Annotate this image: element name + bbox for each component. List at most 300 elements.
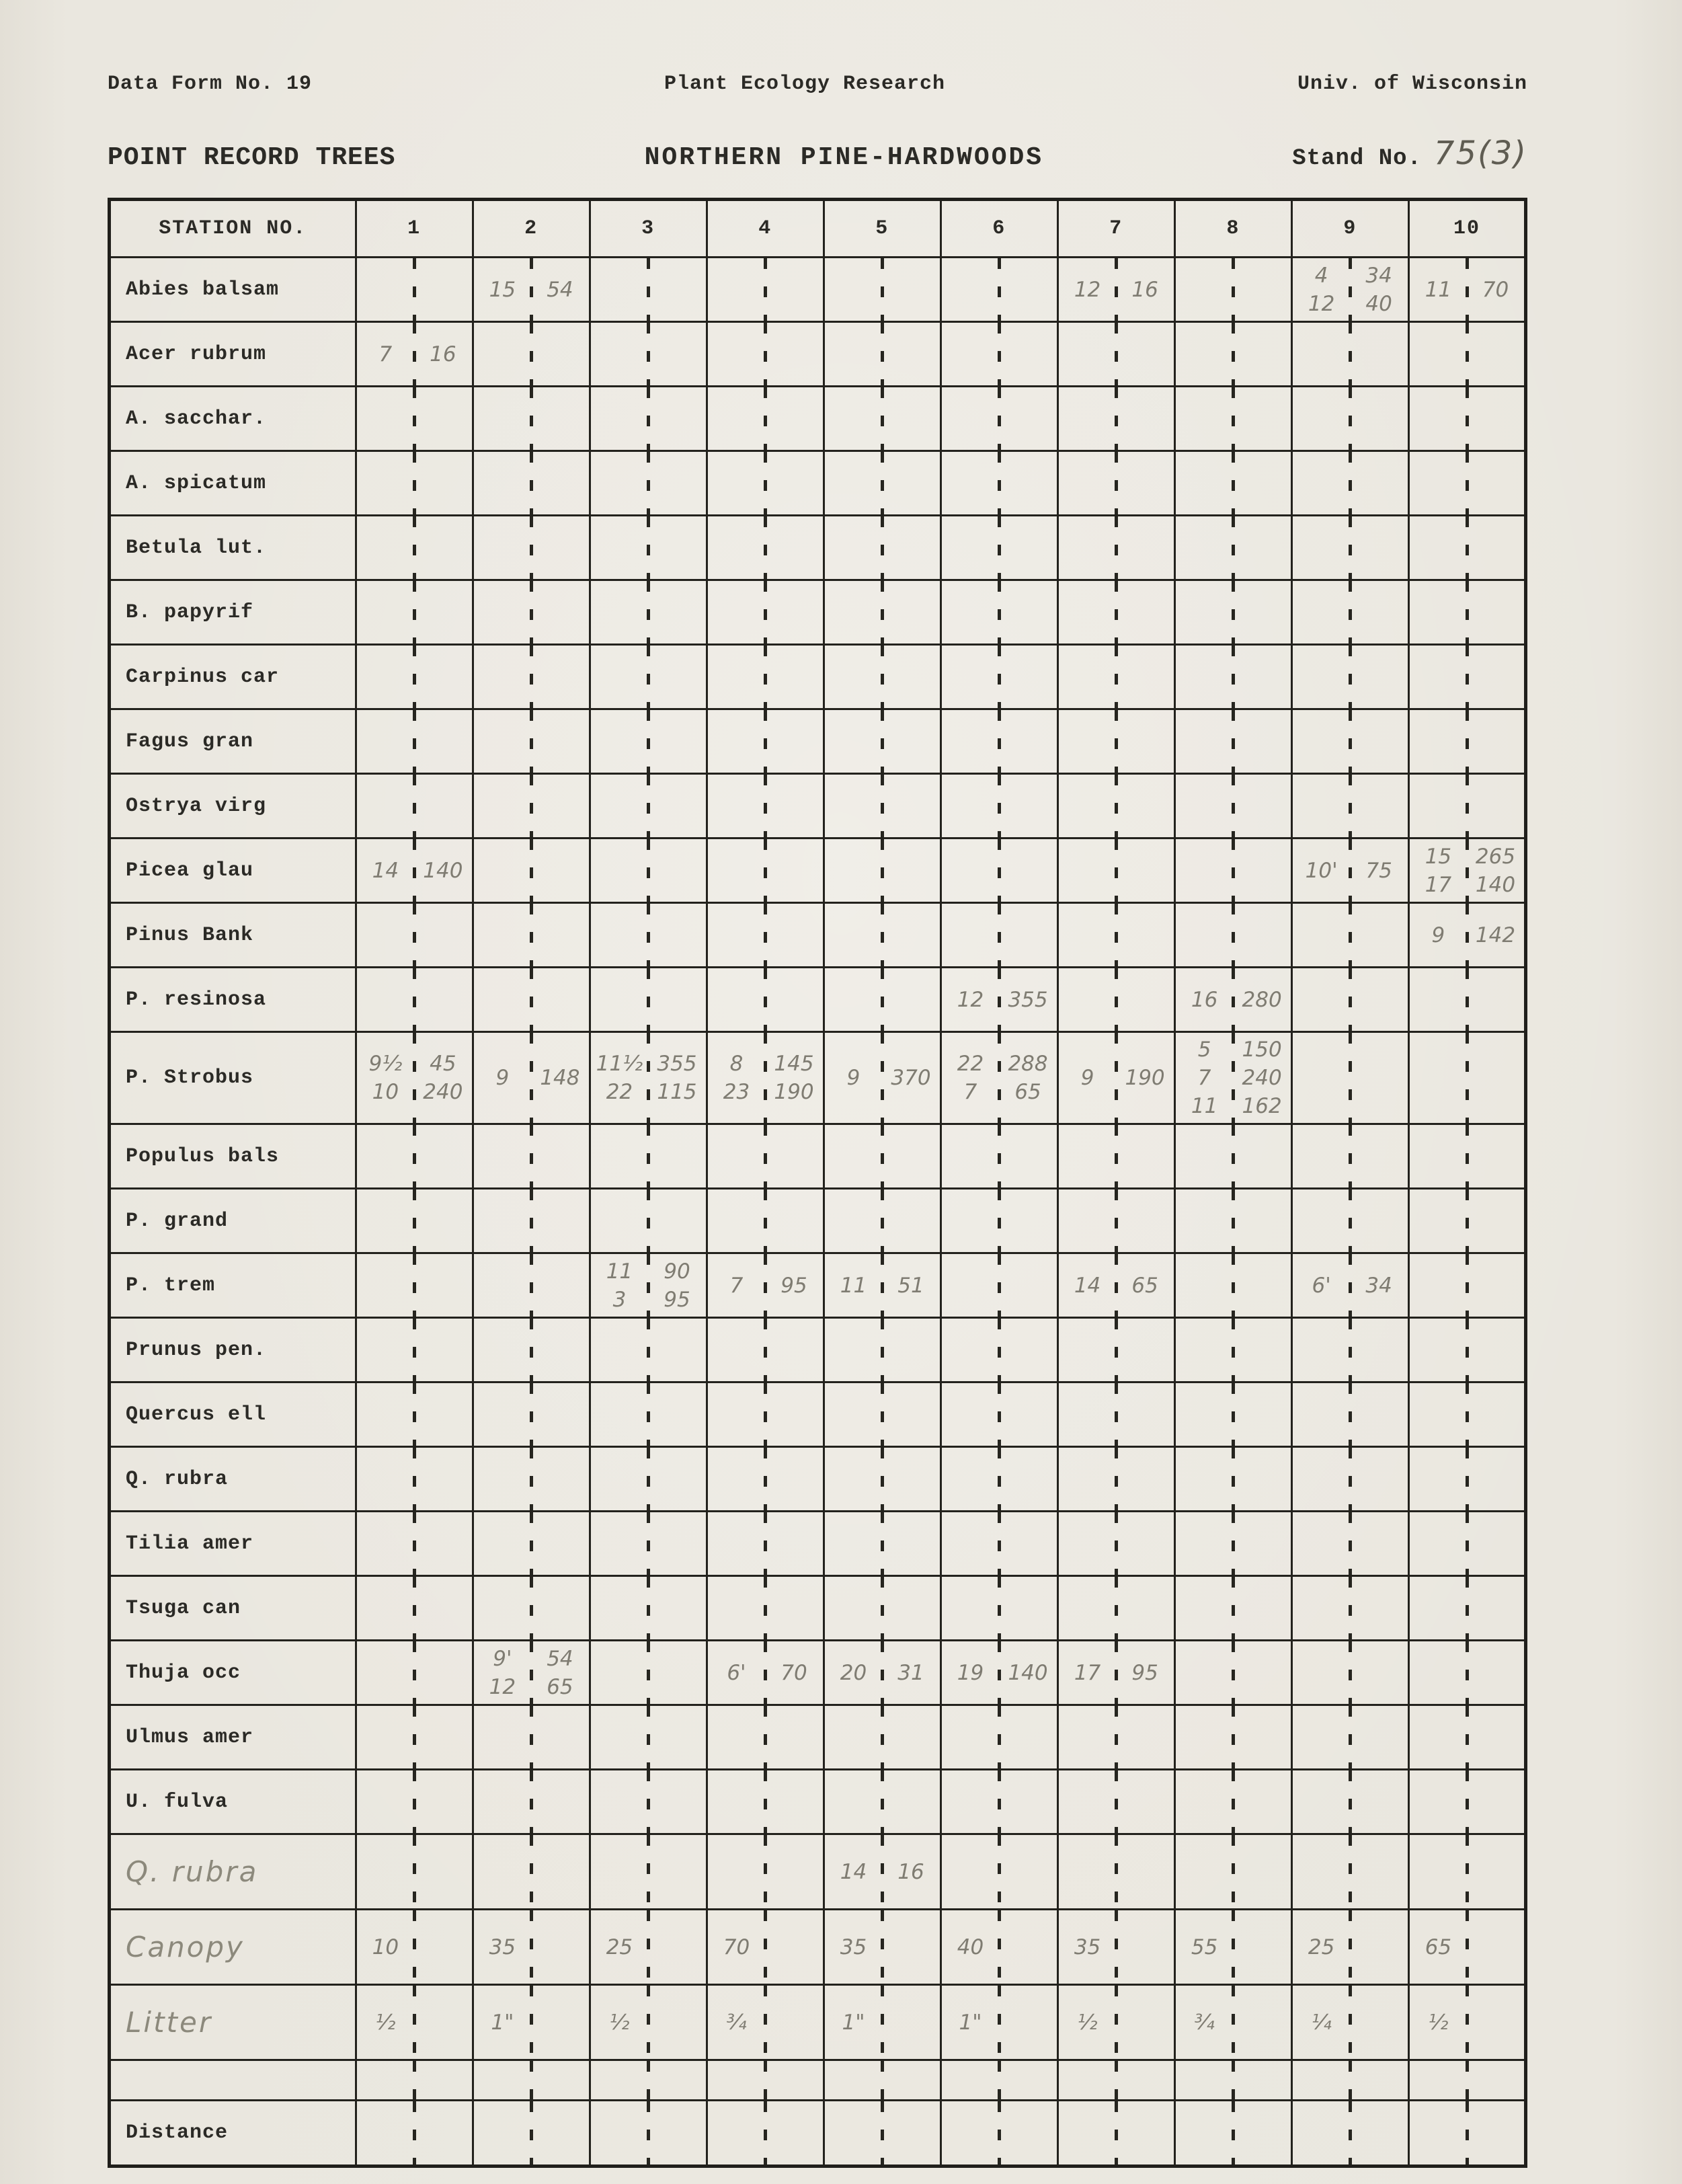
data-cell	[590, 387, 707, 451]
data-cell	[356, 1985, 473, 2060]
handwritten-entry	[708, 2008, 823, 2037]
handwritten-entry	[357, 857, 472, 885]
data-cell	[940, 1512, 1057, 1576]
species-label: U. fulva	[110, 1770, 356, 1834]
data-cell	[940, 1189, 1057, 1253]
handwritten-entry	[1176, 1064, 1291, 1092]
data-cell-content	[474, 276, 589, 304]
data-cell	[1408, 258, 1525, 322]
data-cell	[590, 1512, 707, 1576]
species-label: Quercus ell	[110, 1382, 356, 1447]
entry-value-left: 35	[1074, 1935, 1101, 1959]
data-cell	[824, 709, 940, 774]
entry-value-right: 31	[897, 1660, 924, 1685]
data-cell	[1408, 1576, 1525, 1641]
data-cell	[356, 1576, 473, 1641]
data-cell	[1057, 1641, 1174, 1705]
table-row	[110, 1189, 1526, 1253]
handwritten-entry	[1410, 871, 1524, 899]
data-cell	[473, 838, 590, 903]
data-cell	[473, 387, 590, 451]
entry-value-left: 25	[1308, 1935, 1335, 1959]
data-cell	[590, 1318, 707, 1382]
data-cell	[356, 1770, 473, 1834]
data-cell	[1408, 1641, 1525, 1705]
entry-value-left: 5	[1197, 1038, 1211, 1062]
entry-value-right: 65	[1131, 1273, 1158, 1298]
data-cell-content	[708, 1933, 823, 1961]
data-cell	[824, 387, 940, 451]
entry-value-right: 190	[1125, 1066, 1165, 1090]
handwritten-entry	[825, 1064, 940, 1092]
data-cell	[1291, 1834, 1408, 1910]
data-cell	[707, 1382, 824, 1447]
entry-value-right: 70	[780, 1660, 807, 1685]
table-row	[110, 1124, 1526, 1189]
entry-value-left: ¾	[1194, 2010, 1215, 2035]
entry-value-right	[882, 2008, 940, 2037]
data-cell	[824, 516, 940, 580]
entry-value-right: 142	[1475, 923, 1516, 947]
data-cell	[590, 903, 707, 968]
data-cell	[1291, 1253, 1408, 1318]
species-label: A. sacchar.	[110, 387, 356, 451]
stand-number-label: Stand No.	[1292, 146, 1422, 171]
data-cell	[1408, 580, 1525, 645]
data-cell	[1174, 451, 1291, 516]
data-cell	[940, 2101, 1057, 2167]
data-cell	[1174, 387, 1291, 451]
data-cell	[1291, 2060, 1408, 2101]
entry-value-left: 7	[1197, 1066, 1211, 1090]
data-cell	[1408, 1910, 1525, 1985]
entry-value-left: 12	[957, 987, 984, 1012]
entry-value-left: 6'	[727, 1660, 746, 1685]
data-cell	[1057, 1189, 1174, 1253]
data-cell	[473, 903, 590, 968]
handwritten-entry	[942, 986, 1057, 1014]
entry-value-left: 15	[1425, 844, 1452, 869]
handwritten-entry	[591, 1257, 706, 1286]
data-cell	[1174, 1641, 1291, 1705]
data-cell-content	[1293, 857, 1408, 885]
handwritten-entry	[708, 1659, 823, 1687]
data-cell	[707, 580, 824, 645]
data-cell	[1408, 1770, 1525, 1834]
data-cell	[356, 774, 473, 838]
entry-value-left: 20	[840, 1660, 867, 1685]
data-cell	[1408, 322, 1525, 387]
data-cell	[824, 1318, 940, 1382]
species-label-handwritten: Q. rubra	[110, 1834, 356, 1910]
data-cell	[824, 774, 940, 838]
handwritten-entry	[474, 1673, 589, 1701]
entry-value-right	[1467, 2008, 1524, 2037]
data-cell	[1408, 1705, 1525, 1770]
data-cell	[356, 322, 473, 387]
data-cell	[1057, 709, 1174, 774]
entry-value-left: 65	[1425, 1935, 1452, 1959]
table-row	[110, 1985, 1526, 2060]
data-cell	[940, 968, 1057, 1032]
station-col-header: 10	[1408, 200, 1525, 258]
entry-value-right: 16	[430, 342, 456, 366]
data-cell	[1291, 516, 1408, 580]
data-cell	[1057, 1512, 1174, 1576]
entry-value-left: 35	[489, 1935, 516, 1959]
data-cell	[1174, 774, 1291, 838]
table-row	[110, 451, 1526, 516]
entry-value-right	[1350, 1933, 1408, 1961]
handwritten-entry	[942, 2008, 1057, 2037]
data-cell	[1057, 1770, 1174, 1834]
handwritten-entry	[1059, 1659, 1174, 1687]
entry-value-right: 95	[664, 1287, 690, 1312]
entry-value-left: 10	[372, 1935, 399, 1959]
data-cell	[590, 2101, 707, 2167]
data-cell	[707, 838, 824, 903]
data-cell-content	[474, 1064, 589, 1092]
data-cell	[1408, 1834, 1525, 1910]
data-cell	[473, 1705, 590, 1770]
data-cell	[824, 645, 940, 709]
entry-value-left: 40	[957, 1935, 984, 1959]
entry-value-right: 115	[657, 1080, 697, 1104]
header-project-title: Plant Ecology Research	[664, 73, 946, 95]
entry-value-left: 9	[846, 1066, 860, 1090]
data-cell	[824, 1189, 940, 1253]
table-row	[110, 1770, 1526, 1834]
entry-value-left: ¾	[726, 2010, 747, 2035]
data-cell	[1174, 580, 1291, 645]
data-cell	[473, 1253, 590, 1318]
entry-value-right: 355	[657, 1052, 697, 1076]
data-cell-content	[942, 1933, 1057, 1961]
data-cell	[940, 1447, 1057, 1512]
data-cell	[940, 1124, 1057, 1189]
species-label: Q. rubra	[110, 1447, 356, 1512]
entry-value-left: 15	[489, 277, 516, 302]
data-cell	[1174, 1834, 1291, 1910]
data-cell	[1174, 968, 1291, 1032]
data-cell	[707, 451, 824, 516]
data-cell	[590, 258, 707, 322]
entry-value-right	[1233, 1933, 1291, 1961]
data-cell	[590, 2060, 707, 2101]
data-cell	[356, 451, 473, 516]
data-cell	[590, 1032, 707, 1124]
handwritten-entry	[591, 2008, 706, 2037]
data-cell	[590, 1770, 707, 1834]
data-cell	[940, 387, 1057, 451]
table-row	[110, 645, 1526, 709]
data-cell	[356, 516, 473, 580]
data-cell	[824, 1382, 940, 1447]
handwritten-entry	[1410, 276, 1524, 304]
station-col-header: 5	[824, 200, 940, 258]
data-cell	[940, 1834, 1057, 1910]
entry-value-left: 25	[606, 1935, 633, 1959]
data-cell	[590, 580, 707, 645]
table-row	[110, 516, 1526, 580]
stand-number-group	[1292, 134, 1527, 172]
data-cell	[590, 838, 707, 903]
data-cell	[940, 1770, 1057, 1834]
data-cell	[1408, 451, 1525, 516]
data-cell	[1291, 1124, 1408, 1189]
data-cell	[590, 322, 707, 387]
entry-value-left: ½	[1428, 2010, 1449, 2035]
station-col-header: 1	[356, 200, 473, 258]
data-cell	[707, 1318, 824, 1382]
data-cell	[824, 1512, 940, 1576]
data-cell	[473, 968, 590, 1032]
data-cell	[356, 709, 473, 774]
entry-value-right: 240	[423, 1080, 463, 1104]
data-cell	[707, 774, 824, 838]
handwritten-entry	[1059, 1272, 1174, 1300]
data-cell	[824, 322, 940, 387]
data-cell	[940, 516, 1057, 580]
data-cell	[707, 516, 824, 580]
data-cell	[824, 2101, 940, 2167]
species-label: Betula lut.	[110, 516, 356, 580]
data-cell	[473, 2060, 590, 2101]
data-cell	[590, 1253, 707, 1318]
data-cell	[1174, 838, 1291, 903]
data-cell	[1174, 2101, 1291, 2167]
data-cell	[940, 838, 1057, 903]
data-cell	[1291, 903, 1408, 968]
entry-value-left: 9	[495, 1066, 510, 1090]
table-row	[110, 1705, 1526, 1770]
handwritten-entry	[357, 1050, 472, 1078]
data-cell	[1057, 1253, 1174, 1318]
data-cell-content	[942, 2008, 1057, 2037]
data-cell	[590, 1447, 707, 1512]
data-cell	[1291, 1576, 1408, 1641]
handwritten-entry	[591, 1078, 706, 1106]
data-cell	[473, 1834, 590, 1910]
data-cell	[473, 1032, 590, 1124]
entry-value-right: 75	[1365, 858, 1392, 883]
table-row	[110, 968, 1526, 1032]
data-cell	[824, 1576, 940, 1641]
data-cell	[1408, 387, 1525, 451]
table-row	[110, 774, 1526, 838]
data-cell-content	[591, 1050, 706, 1106]
table-row	[110, 322, 1526, 387]
data-cell	[473, 645, 590, 709]
data-cell	[1291, 774, 1408, 838]
data-cell	[1291, 258, 1408, 322]
data-cell	[473, 516, 590, 580]
table-row	[110, 1447, 1526, 1512]
entry-value-right: 140	[1008, 1660, 1048, 1685]
table-row	[110, 1032, 1526, 1124]
data-cell	[1408, 709, 1525, 774]
data-cell-content	[825, 1858, 940, 1886]
data-cell	[590, 774, 707, 838]
data-cell	[824, 968, 940, 1032]
entry-value-left: 11½	[596, 1052, 643, 1076]
data-cell	[590, 1910, 707, 1985]
data-cell	[1291, 1382, 1408, 1447]
data-cell	[1291, 1189, 1408, 1253]
entry-value-left: 1"	[842, 2010, 865, 2035]
data-cell	[940, 1705, 1057, 1770]
entry-value-right: 162	[1242, 1094, 1282, 1118]
entry-value-right	[531, 1933, 589, 1961]
data-cell-content	[1410, 276, 1524, 304]
entry-value-right: 140	[423, 858, 463, 883]
entry-value-left: 7	[729, 1273, 744, 1298]
data-cell-content	[1410, 843, 1524, 899]
handwritten-entry	[591, 1286, 706, 1314]
data-cell	[1408, 1189, 1525, 1253]
data-cell-content	[1059, 1659, 1174, 1687]
handwritten-entry	[825, 1659, 940, 1687]
data-cell	[1174, 1770, 1291, 1834]
data-cell	[473, 1512, 590, 1576]
station-col-header: 2	[473, 200, 590, 258]
data-cell	[356, 1032, 473, 1124]
data-cell-content	[1410, 1933, 1524, 1961]
data-cell	[473, 451, 590, 516]
entry-value-left: ½	[1077, 2010, 1098, 2035]
data-cell	[1408, 1447, 1525, 1512]
form-subtitle: NORTHERN PINE-HARDWOODS	[644, 143, 1044, 172]
data-cell	[1291, 1985, 1408, 2060]
data-cell	[1174, 516, 1291, 580]
data-cell	[824, 1910, 940, 1985]
data-cell	[473, 580, 590, 645]
entry-value-right	[882, 1933, 940, 1961]
data-cell	[707, 387, 824, 451]
handwritten-entry	[1293, 262, 1408, 290]
data-cell	[356, 838, 473, 903]
table-row	[110, 1834, 1526, 1910]
handwritten-entry	[474, 1645, 589, 1673]
table-row	[110, 387, 1526, 451]
data-cell	[356, 968, 473, 1032]
handwritten-entry	[825, 1272, 940, 1300]
handwritten-entry	[708, 1050, 823, 1078]
data-cell	[1174, 1124, 1291, 1189]
entry-value-left: 14	[840, 1859, 867, 1884]
data-cell	[707, 1253, 824, 1318]
data-cell-content	[1293, 1933, 1408, 1961]
data-cell	[1057, 1382, 1174, 1447]
data-cell	[1174, 1318, 1291, 1382]
entry-value-right: 65	[547, 1674, 573, 1699]
data-cell	[356, 1447, 473, 1512]
handwritten-entry	[474, 276, 589, 304]
entry-value-left: 12	[1074, 277, 1101, 302]
data-cell-content	[1176, 986, 1291, 1014]
data-cell	[1408, 774, 1525, 838]
handwritten-entry	[708, 1078, 823, 1106]
entry-value-right: 65	[1014, 1080, 1041, 1104]
species-label: Prunus pen.	[110, 1318, 356, 1382]
data-cell	[1408, 1382, 1525, 1447]
data-cell	[1408, 1124, 1525, 1189]
point-record-table	[108, 198, 1527, 2168]
data-cell	[707, 645, 824, 709]
data-cell	[1408, 838, 1525, 903]
data-cell	[1291, 1641, 1408, 1705]
data-cell-content	[708, 1659, 823, 1687]
data-cell	[707, 1985, 824, 2060]
data-cell	[590, 1189, 707, 1253]
data-cell	[590, 1382, 707, 1447]
entry-value-right: 45	[430, 1052, 456, 1076]
data-cell	[1174, 1032, 1291, 1124]
data-cell	[1057, 645, 1174, 709]
handwritten-entry	[708, 1272, 823, 1300]
entry-value-right	[999, 2008, 1057, 2037]
data-cell	[940, 322, 1057, 387]
data-cell	[1057, 1124, 1174, 1189]
data-cell-content	[1059, 1064, 1174, 1092]
data-cell	[707, 1834, 824, 1910]
handwritten-entry	[474, 1064, 589, 1092]
data-cell-content	[591, 1257, 706, 1314]
data-cell-content	[1293, 262, 1408, 318]
data-cell	[824, 2060, 940, 2101]
handwritten-entry	[1176, 1092, 1291, 1120]
entry-value-right	[1116, 1933, 1174, 1961]
data-cell	[1408, 1985, 1525, 2060]
species-label: Thuja occ	[110, 1641, 356, 1705]
data-cell	[1057, 1910, 1174, 1985]
data-cell	[1174, 2060, 1291, 2101]
data-cell	[940, 1253, 1057, 1318]
entry-value-left: 1"	[491, 2010, 514, 2035]
handwritten-entry	[825, 2008, 940, 2037]
data-cell	[1174, 1985, 1291, 2060]
entry-value-right: 240	[1242, 1066, 1282, 1090]
data-cell-content	[1176, 1036, 1291, 1120]
table-row	[110, 1641, 1526, 1705]
species-label: B. papyrif	[110, 580, 356, 645]
data-cell	[1057, 1834, 1174, 1910]
table-row	[110, 903, 1526, 968]
entry-value-left: 12	[489, 1674, 516, 1699]
data-cell	[1057, 322, 1174, 387]
data-cell	[473, 322, 590, 387]
data-cell	[1291, 709, 1408, 774]
entry-value-right: 95	[780, 1273, 807, 1298]
data-cell	[356, 2060, 473, 2101]
table-row	[110, 838, 1526, 903]
data-cell	[473, 709, 590, 774]
data-cell	[356, 1705, 473, 1770]
data-cell	[1174, 1189, 1291, 1253]
handwritten-entry	[1410, 921, 1524, 949]
entry-value-right: 51	[897, 1273, 924, 1298]
species-label-handwritten: Canopy	[110, 1910, 356, 1985]
data-cell	[1057, 1705, 1174, 1770]
data-cell-content	[942, 986, 1057, 1014]
data-cell	[1057, 516, 1174, 580]
data-cell	[707, 2101, 824, 2167]
header-institution: Univ. of Wisconsin	[1297, 73, 1527, 95]
entry-value-right: 265	[1475, 844, 1516, 869]
data-cell	[356, 1834, 473, 1910]
data-cell	[1291, 1318, 1408, 1382]
form-title: POINT RECORD TREES	[108, 143, 396, 172]
